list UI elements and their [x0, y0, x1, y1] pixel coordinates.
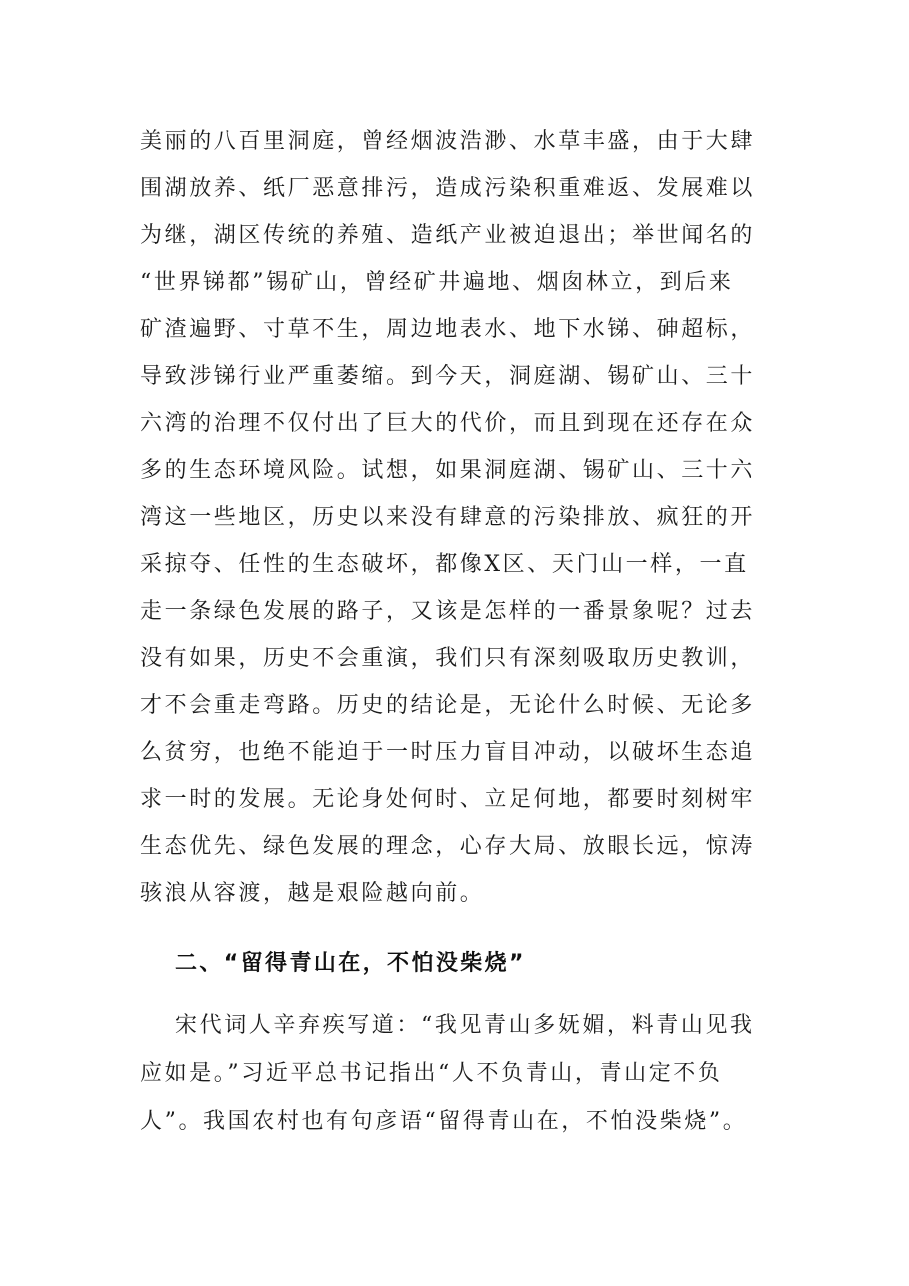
text-line: 导致涉锑行业严重萎缩。到今天，洞庭湖、锡矿山、三十 — [140, 364, 756, 389]
text-line: 走一条绿色发展的路子，又该是怎样的一番景象呢？过去 — [140, 599, 756, 624]
paragraph-1 — [140, 118, 780, 917]
text-line: 宋代词人辛弃疾写道：“我见青山多妩媚，料青山见我 — [175, 1013, 755, 1038]
text-line: 矿渣遍野、寸草不生，周边地表水、地下水锑、砷超标， — [140, 317, 756, 342]
text-line: 六湾的治理不仅付出了巨大的代价，而且到现在还存在众 — [140, 411, 756, 436]
text-line: 采掠夺、任性的生态破坏，都像X区、天门山一样，一直 — [140, 552, 749, 577]
text-line: 湾这一些地区，历史以来没有肆意的污染排放、疯狂的开 — [140, 505, 756, 530]
text-line: 应如是。”习近平总书记指出“人不负青山，青山定不负 — [140, 1061, 723, 1086]
text-line: 才不会重走弯路。历史的结论是，无论什么时候、无论多 — [140, 693, 756, 718]
section-heading: 二、“留得青山在，不怕没柴烧” — [175, 951, 526, 976]
text-line: 没有如果，历史不会重演，我们只有深刻吸取历史教训， — [140, 646, 756, 671]
paragraph-2 — [140, 1002, 800, 1146]
text-line: 多的生态环境风险。试想，如果洞庭湖、锡矿山、三十六 — [140, 458, 756, 483]
text-line: 生态优先、绿色发展的理念，心存大局、放眼长远，惊涛 — [140, 834, 756, 859]
text-line: 求一时的发展。无论身处何时、立足何地，都要时刻树牢 — [140, 787, 756, 812]
text-line: “世界锑都”锡矿山，曾经矿井遍地、烟囱林立，到后来 — [140, 270, 734, 295]
text-line: 美丽的八百里洞庭，曾经烟波浩渺、水草丰盛，由于大肆 — [140, 129, 756, 154]
text-line: 么贫穷，也绝不能迫于一时压力盲目冲动，以破坏生态追 — [140, 740, 756, 765]
text-line: 骇浪从容渡，越是艰险越向前。 — [140, 881, 485, 906]
text-line: 为继，湖区传统的养殖、造纸产业被迫退出；举世闻名的 — [140, 223, 756, 248]
text-line: 围湖放养、纸厂恶意排污，造成污染积重难返、发展难以 — [140, 176, 756, 201]
text-line: 人”。我国农村也有句彦语“留得青山在，不怕没柴烧”。 — [140, 1109, 748, 1134]
